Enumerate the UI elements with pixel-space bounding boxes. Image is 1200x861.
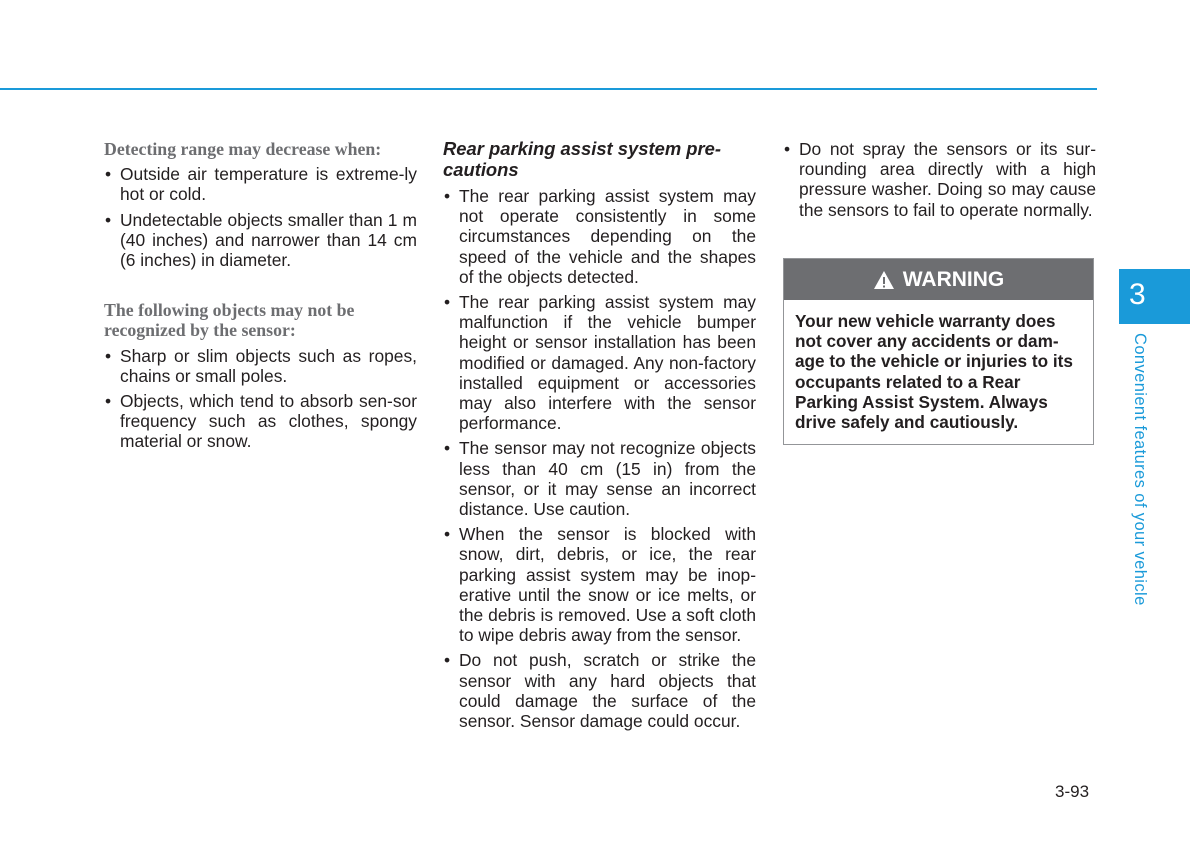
heading-unrecognized-objects: The following objects may not be recognized by the sensor: [104,300,355,341]
list-unrecognized-objects [104,346,417,452]
heading-detecting-range: Detecting range may decrease when: [104,139,382,159]
list-item: • When the sensor is blocked with snow, dirt, debris, or ice, the rear parking assist system may be inop-erative until the snow or ice melts, or the debris is removed. Use a soft cloth to wipe debris away from the sensor. [443,524,756,645]
heading-precautions: Rear parking assist system pre-cautions [443,138,722,180]
column-2 [443,139,756,736]
list-item: • Sharp or slim objects such as ropes, chains or small poles. [104,346,417,386]
list-item: • Do not spray the sensors or its sur-rounding area directly with a high pressure washer. Doing so may cause the sensors to fail to operate normally. [783,139,1096,220]
top-rule [0,88,1097,90]
chapter-tab [1119,269,1190,324]
list-item: • The sensor may not recognize objects less than 40 cm (15 in) from the sensor, or it may sense an incorrect distance. Use caution. [443,438,756,519]
list-item: • Do not push, scratch or strike the sensor with any hard objects that could damage the surface of the sensor. Sensor damage could occur. [443,650,756,731]
list-detecting-range [104,164,417,270]
list-item: • Outside air temperature is extreme-ly hot or cold. [104,164,417,204]
list-item: • The rear parking assist system may malfunction if the vehicle bumper height or sensor installation has been modified or damaged. Any non-factory installed equipment or accessories may also interfere with the sensor performance. [443,292,756,433]
list-item: • Undetectable objects smaller than 1 m (40 inches) and narrower than 14 cm (6 inches) in diameter. [104,210,417,271]
list-item: • Objects, which tend to absorb sen-sor frequency such as clothes, spongy material or snow. [104,391,417,452]
warning-title: WARNING [902,267,1005,291]
chapter-number: 3 [1129,278,1146,311]
column-3 [783,139,1096,225]
list-washer [783,139,1096,220]
warning-triangle-icon [873,270,895,290]
chapter-title: Convenient features of your vehicle [1131,333,1149,606]
column-1 [104,139,417,457]
list-item: • The rear parking assist system may not operate consistently in some circumstances depending on the speed of the vehicle and the shapes of the objects detected. [443,186,756,287]
warning-text: Your new vehicle warranty does not cover any accidents or dam-age to the vehicle or injuries to its occupants related to a Rear Parking Assist System. Always drive safely and cautiously. [795,311,1073,433]
warning-box [783,258,1094,445]
page-number: 3-93 [1055,782,1090,801]
list-precautions [443,186,756,731]
warning-header [784,259,1093,300]
